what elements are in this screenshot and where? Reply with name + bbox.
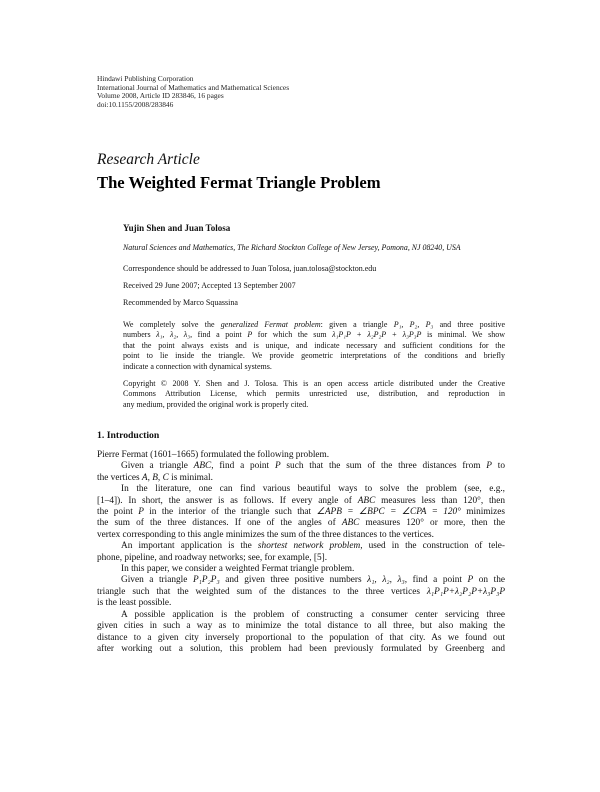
abstract-line: that the point always exists and is unique, and indicate necessary and sufficient conditions for the [123,340,505,350]
journal-name: International Journal of Mathematics and Mathematical Sciences [97,82,290,92]
section-body [97,450,505,655]
abstract-line: numbers λ₁, λ₂, λ₃, find a point P for which the sum λ₁P₁P + λ₂P₂P + λ₃P₃P is minimal. We show [123,330,505,340]
doi: doi:10.1155/2008/283846 [97,100,174,110]
abstract [123,320,505,372]
paragraph-line: In the literature, one can find various beautiful ways to solve the problem (see, e.g., [121,484,505,495]
paragraph-line: triangle such that the weighted sum of the distances to the three vertices λ₁P₁P+λ₂P₂P+λ₃P₃P [97,586,505,597]
paragraph-line: Pierre Fermat (1601–1665) formulated the following problem. [97,450,330,460]
paragraph-line: given cities in such a way as to minimize the total distance to all three, but also making the [97,621,505,632]
section-heading: 1. Introduction [97,430,160,441]
paragraph-line: An important application is the shortest network problem, used in the construction of tele- [121,541,506,552]
correspondence: Correspondence should be addressed to Juan Tolosa, juan.tolosa@stockton.edu [123,264,377,273]
paragraph-line: [1–4]). In short, the answer is as follows. If every angle of ABC measures less than 120°, then [97,495,505,506]
publisher: Hindawi Publishing Corporation [97,74,194,83]
paragraph-line: distance to a given city inversely proportional to the population of that city. As we found out [97,632,505,643]
paragraph-line: phone, pipeline, and roadway networks; see, for example, [5]. [97,552,328,563]
copyright-line: Copyright © 2008 Y. Shen and J. Tolosa. This is an open access article distributed under the Creative [123,379,505,388]
authors: Yujin Shen and Juan Tolosa [123,223,231,233]
paragraph-line: the vertices A, B, C is minimal. [97,472,213,483]
article-type: Research Article [97,151,200,168]
paragraph-line: In this paper, we consider a weighted Fermat triangle problem. [121,564,355,575]
received-accepted-dates: Received 29 June 2007; Accepted 13 September 2007 [123,281,296,290]
copyright-line: Commons Attribution License, which permits unrestricted use, distribution, and reproduction in [123,389,505,399]
abstract-line: We completely solve the generalized Fermat problem: given a triangle P₁, P₂, P₃ and three positive [123,320,506,329]
paragraph-line: A possible application is the problem of constructing a consumer center servicing three [121,609,505,620]
journal-header [97,75,289,110]
article-title: The Weighted Fermat Triangle Problem [97,173,381,192]
paragraph-line: Given a triangle P₁P₂P₃ and given three positive numbers λ₁, λ₂, λ₃, find a point P on the [121,575,505,586]
abstract-line: point to lie inside the triangle. We provide geometric interpretations of the conditions and briefly [123,351,505,361]
paragraph-line: after working out a solution, this problem had been previously formulated by Greenberg and [97,643,505,654]
paragraph-line: the sum of the three distances. If one of the angles of ABC measures 120° or more, then the [97,518,506,529]
paragraph-line: vertex corresponding to this angle minimizes the sum of the three distances to the vertices. [97,529,434,540]
abstract-line: indicate a connection with dynamical systems. [123,361,272,371]
copyright-line: any medium, provided the original work is properly cited. [123,399,309,409]
paragraph-line: the point P in the interior of the triangle such that ∠APB = ∠BPC = ∠CPA = 120° minimizes [97,507,505,518]
affiliation: Natural Sciences and Mathematics, The Richard Stockton College of New Jersey, Pomona, NJ 08240, USA [123,243,461,252]
paragraph-line: is the least possible. [97,598,172,609]
copyright-notice [123,379,505,410]
volume-info: Volume 2008, Article ID 283846, 16 pages [97,91,224,101]
recommended-by: Recommended by Marco Squassina [123,298,238,307]
paragraph-line: Given a triangle ABC, find a point P such that the sum of the three distances from P to [121,461,505,472]
